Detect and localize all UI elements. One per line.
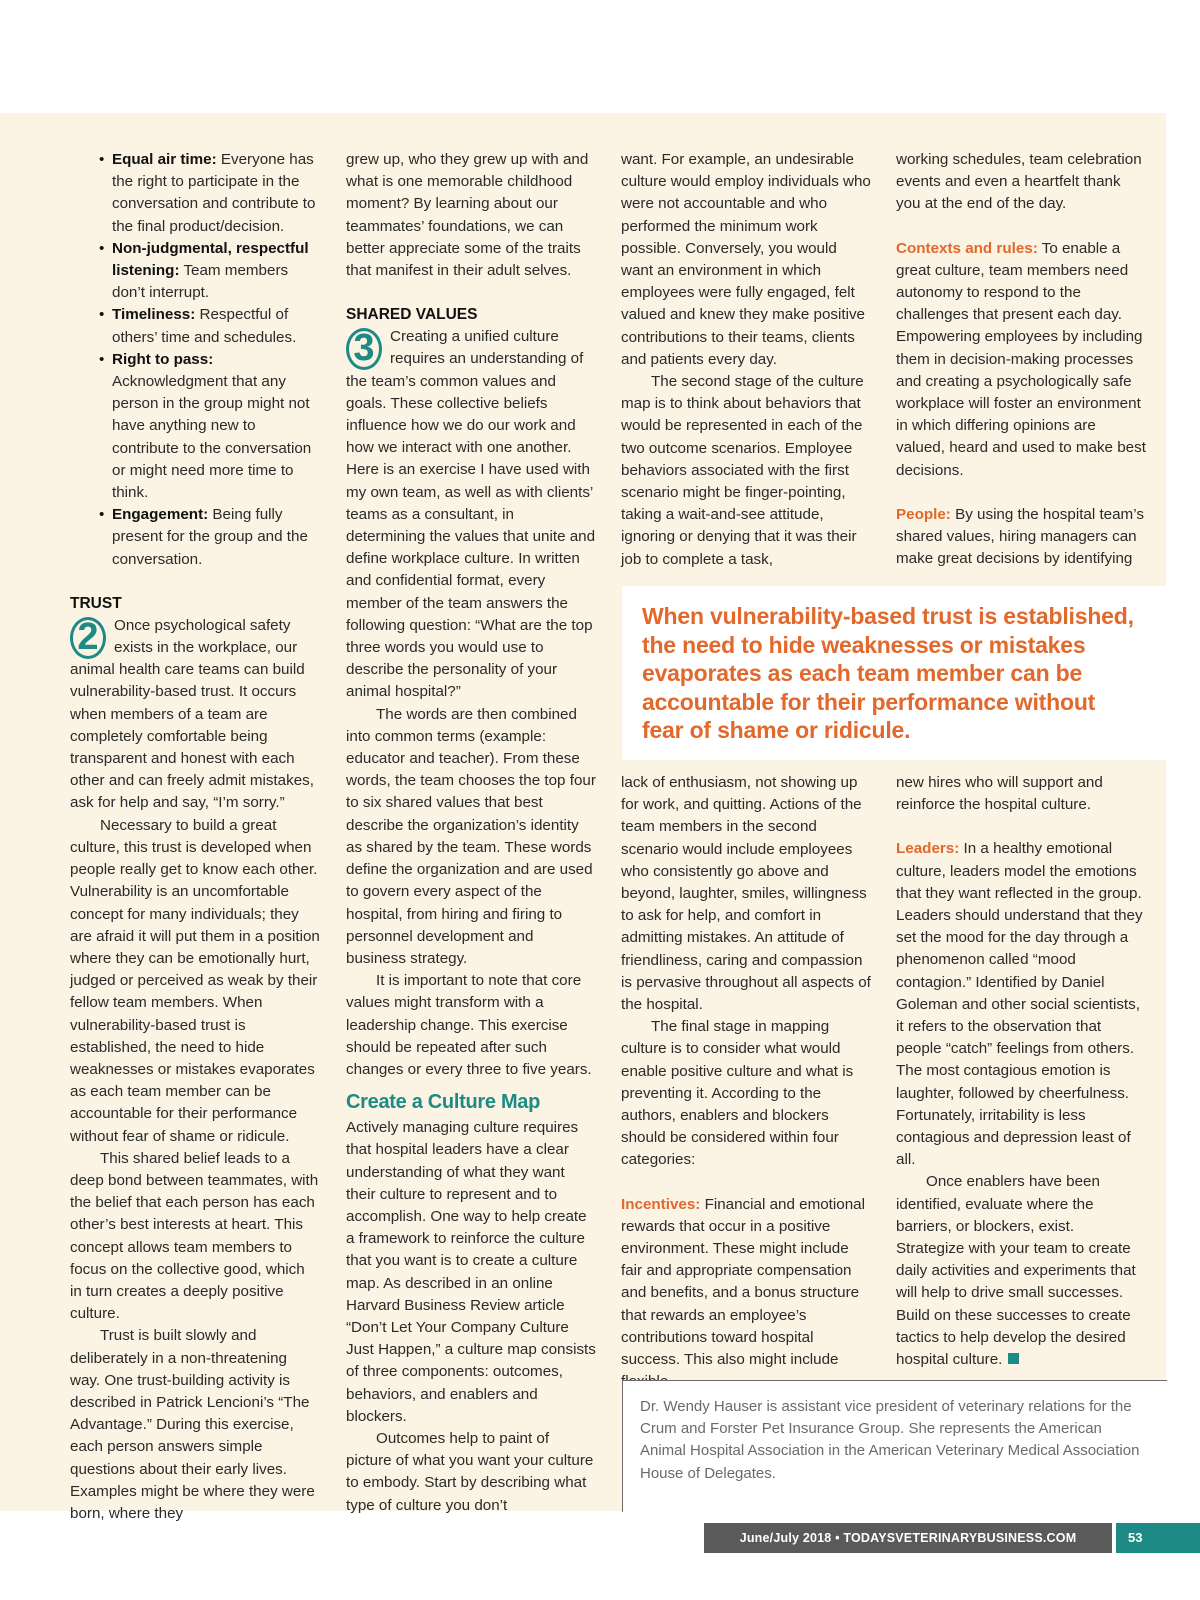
paragraph: new hires who will support and reinforce the hospital culture. xyxy=(896,774,1103,814)
trust-paragraph: 2 Once psychological safety exists in the workplace, our animal health care teams can build vulnerability-based trust. It occurs when members of a team are completely comfortable being transparent and honest with each other and can freely admit mistakes, ask for help and say, “I’m sorry.” xyxy=(70,615,314,812)
list-item: • Non-judgmental, respectful listening: Team members don’t interrupt. xyxy=(112,238,320,305)
paragraph: The final stage in mapping culture is to consider what would enable positive culture and what is preventing it. According to the authors, enablers and blockers should be considered within four categories: xyxy=(621,1018,854,1169)
number-2-badge: 2 xyxy=(70,617,106,659)
paragraph: lack of enthusiasm, not showing up for work, and quitting. Actions of the team members in the second scenario would include employees who consistently go above and beyond, laughter, smiles, willingness to ask for help, and comfort in admitting mistakes. An attitude of friendliness, caring and compassion is pervasive throughout all aspects of the hospital. xyxy=(621,774,871,1014)
end-mark-icon xyxy=(1008,1353,1019,1364)
contexts-paragraph: Contexts and rules: To enable a great culture, team members need autonomy to respond to the challenges that present each day. Empowering employees by including them in decision-making processes and creating a psychologically safe workplace will foster an environment in which differing opinions are valued, heard and used to make best decisions. xyxy=(896,239,1146,479)
column-4-bottom xyxy=(896,772,1146,1371)
shared-values-heading: SHARED VALUES xyxy=(346,306,478,324)
paragraph: want. For example, an undesirable culture would employ individuals who were not accountable and who performed the minimum work possible. Conversely, you would want an environment in which employees were fully engaged, felt valued and knew they make positive contributions to their teams, clients and patients every day. xyxy=(621,151,871,368)
paragraph: Trust is built slowly and deliberately in a non-threatening way. One trust-building activity is described in Patrick Lencioni’s “The Advantage.” During this exercise, each person answers simple questions about their early lives. Examples might be where they were born, where they xyxy=(70,1327,315,1522)
paragraph: This shared belief leads to a deep bond between teammates, with the belief that each person has each other’s best interests at heart. This concept allows team members to focus on the collective good, which in turn creates a deeply positive culture. xyxy=(70,1149,319,1323)
paragraph: Outcomes help to paint of picture of what you want your culture to embody. Start by describing what type of culture you don’t xyxy=(346,1429,594,1514)
trust-heading: TRUST xyxy=(70,594,122,612)
leaders-paragraph: Leaders: In a healthy emotional culture, leaders model the emotions that they want reflected in the group. Leaders should understand that they set the mood for the day through a phenomenon called “mood contagion.” Identified by Daniel Goleman and other social scientists, it refers to the observation that people “catch” feelings from others. The most contagious emotion is laughter, followed by cheerfulness. Fortunately, irritability is less contagious and depression least of all. xyxy=(896,840,1143,1169)
pull-quote: When vulnerability-based trust is established, the need to hide weaknesses or mistakes evaporates as each team member can be accountable for their performance without fear of shame or ridicule. xyxy=(642,603,1134,743)
footer-issue: June/July 2018 • TODAYSVETERINARYBUSINESS.COM xyxy=(704,1523,1112,1553)
list-item: • Engagement: Being fully present for the group and the conversation. xyxy=(112,504,320,571)
column-4-top xyxy=(896,149,1146,570)
culture-map-heading: Create a Culture Map xyxy=(346,1091,541,1114)
paragraph: The words are then combined into common terms (example: educator and teacher). From these words, the team chooses the top four to six shared values that best describe the organization’s identity as shared by the team. These words define the organization and are used to govern every aspect of the hospital, from hiring and firing to personnel development and business strategy. xyxy=(346,705,596,967)
column-1 xyxy=(70,149,320,1525)
author-bio: Dr. Wendy Hauser is assistant vice president of veterinary relations for the Crum and Forster Pet Insurance Group. She represents the American Animal Hospital Association in the American Veterinary Medical Association House of Delegates. xyxy=(640,1398,1140,1482)
column-2 xyxy=(346,149,596,1517)
ground-rules-list xyxy=(70,149,320,571)
shared-values-paragraph: 3 Creating a unified culture requires an understanding of the team’s common values and goals. These collective beliefs influence how we do our work and how we interact with one another. Here is an exercise I have used with my own team, as well as with clients’ teams as a consultant, in determining the values that unite and define workplace culture. In written and confidential format, every member of the team answers the following question: “What are the top three words you would use to describe the personality of your animal hospital?” xyxy=(346,327,596,701)
paragraph: It is important to note that core values might transform with a leadership change. This exercise should be repeated after such changes or every three to five years. xyxy=(346,972,592,1078)
page-number: 53 xyxy=(1116,1523,1200,1553)
list-item: • Equal air time: Everyone has the right to participate in the conversation and contribute to the final product/decision. xyxy=(112,149,320,238)
paragraph: grew up, who they grew up with and what is one memorable childhood moment? By learning about our teammates’ foundations, we can better appreciate some of the traits that manifest in their adult selves. xyxy=(346,151,589,280)
paragraph: working schedules, team celebration events and even a heartfelt thank you at the end of the day. xyxy=(896,151,1142,213)
list-item: • Right to pass: Acknowledgment that any person in the group might not have anything new to contribute to the conversation or might need more time to think. xyxy=(112,349,320,504)
paragraph: Actively managing culture requires that hospital leaders have a clear understanding of what they want their culture to represent and to accomplish. One way to help create a framework to reinforce the culture that you want is to create a culture map. As described in an online Harvard Business Review article “Don’t Let Your Company Culture Just Happen,” a culture map consists of three components: outcomes, behaviors, and enablers and blockers. xyxy=(346,1119,596,1425)
paragraph: Necessary to build a great culture, this trust is developed when people really get to know each other. Vulnerability is an uncomfortable concept for many individuals; they are afraid it will put them in a position where they can be emotionally hurt, judged or perceived as weak by their fellow team members. When vulnerability-based trust is established, the need to hide weaknesses or mistakes evaporates as each team member can be accountable for their performance without fear of shame or ridicule. xyxy=(70,816,320,1145)
people-paragraph: People: By using the hospital team’s shared values, hiring managers can make great decisions by identifying xyxy=(896,505,1144,568)
list-item: • Timeliness: Respectful of others’ time and schedules. xyxy=(112,304,320,348)
number-3-badge: 3 xyxy=(346,328,382,370)
paragraph: The second stage of the culture map is to think about behaviors that would be represented in each of the two outcome scenarios. Employee behaviors associated with the first scenario might be finger-pointing, taking a wait-and-see attitude, ignoring or denying that it was their job to complete a task, xyxy=(621,373,864,568)
column-3-top xyxy=(621,149,871,571)
incentives-paragraph: Incentives: Financial and emotional rewards that occur in a positive environment. These might include fair and appropriate compensation and benefits, and a bonus structure that rewards an employee’s contributions toward hospital success. This also might include xyxy=(621,1195,865,1369)
closing-paragraph: Once enablers have been identified, evaluate where the barriers, or blockers, exist. Strategize with your team to create daily activities and experiments that will help to drive small successes. Build on these successes to create tactics to help develop the desired hospital culture. xyxy=(896,1173,1136,1369)
column-3-bottom xyxy=(621,772,871,1393)
